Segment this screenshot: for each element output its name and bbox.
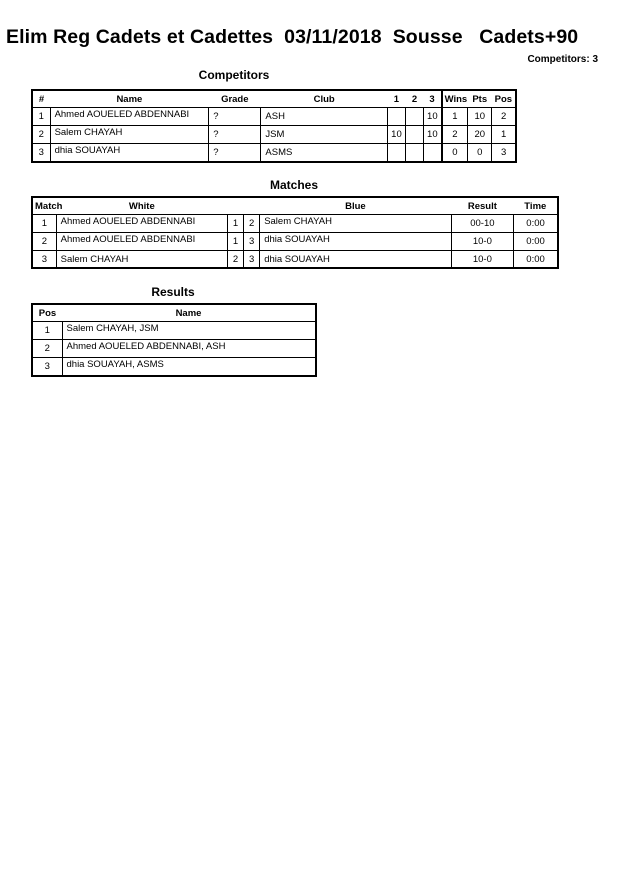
col-round-1: 1 <box>393 93 400 105</box>
competitor-round-3 <box>424 144 442 163</box>
match-white-num: 2 <box>227 251 243 269</box>
competitors-table <box>31 89 517 163</box>
col-num: # <box>38 93 45 105</box>
table-row <box>32 322 316 340</box>
results-section-title: Results <box>151 285 195 299</box>
col-white: White <box>128 200 155 212</box>
match-result: 10-0 <box>451 251 513 269</box>
result-name: Ahmed AOUELED ABDENNABI, ASH <box>62 340 316 358</box>
competitor-wins: 2 <box>442 126 468 144</box>
match-white-num: 1 <box>227 233 243 251</box>
match-white-name: Salem CHAYAH <box>56 251 227 269</box>
col-round-3: 3 <box>429 93 435 105</box>
competitor-round-2 <box>405 144 423 163</box>
match-result: 10-0 <box>451 233 513 251</box>
table-row <box>32 215 558 233</box>
competitors-section-title: Competitors <box>198 68 270 82</box>
col-round-2: 2 <box>411 93 418 105</box>
match-blue-name: Salem CHAYAH <box>260 215 451 233</box>
result-name: Salem CHAYAH, JSM <box>62 322 316 340</box>
competitor-round-3: 10 <box>424 126 442 144</box>
competitor-pts: 0 <box>468 144 492 163</box>
col-pos: Pos <box>494 93 513 105</box>
competitor-wins: 0 <box>442 144 468 163</box>
result-pos: 1 <box>32 322 62 340</box>
col-match: Match <box>35 200 63 212</box>
matches-section-title: Matches <box>269 178 319 192</box>
competitor-round-1 <box>387 144 405 163</box>
table-row <box>32 358 316 377</box>
match-white-name: Ahmed AOUELED ABDENNABI <box>56 233 227 251</box>
competitor-wins: 1 <box>442 108 468 126</box>
results-header-row <box>32 304 316 322</box>
col-result: Result <box>467 200 497 212</box>
table-row <box>32 108 516 126</box>
competitor-club: ASMS <box>261 144 388 163</box>
match-result: 00-10 <box>451 215 513 233</box>
competitor-round-3: 10 <box>424 108 442 126</box>
table-row <box>32 340 316 358</box>
competitor-pts: 10 <box>468 108 492 126</box>
table-row <box>32 126 516 144</box>
table-row <box>32 233 558 251</box>
competitor-round-1: 10 <box>387 126 405 144</box>
competitor-club: ASH <box>261 108 388 126</box>
competitor-name: dhia SOUAYAH <box>50 144 209 163</box>
match-time: 0:00 <box>514 251 558 269</box>
competitor-grade: ? <box>209 108 261 126</box>
col-name: Name <box>116 93 143 105</box>
competitor-name: Ahmed AOUELED ABDENNABI <box>50 108 209 126</box>
col-grade: Grade <box>221 93 249 105</box>
match-time: 0:00 <box>514 233 558 251</box>
col-club: Club <box>313 93 335 105</box>
matches-header-row <box>32 197 558 215</box>
match-num: 2 <box>32 233 56 251</box>
competitor-club: JSM <box>261 126 388 144</box>
competitor-num: 3 <box>32 144 50 163</box>
match-blue-name: dhia SOUAYAH <box>260 251 451 269</box>
match-num: 3 <box>32 251 56 269</box>
col-wins: Wins <box>442 90 468 108</box>
competitor-round-2 <box>405 126 423 144</box>
page-title: Elim Reg Cadets et Cadettes 03/11/2018 Sousse Cadets+90 <box>6 26 579 48</box>
col-pts: Pts <box>472 93 488 105</box>
match-blue-num: 3 <box>244 233 260 251</box>
table-row <box>32 251 558 269</box>
competitor-grade: ? <box>209 144 261 163</box>
col-result-pos: Pos <box>38 307 57 319</box>
match-num: 1 <box>32 215 56 233</box>
col-time: Time <box>524 200 547 212</box>
result-name: dhia SOUAYAH, ASMS <box>62 358 316 377</box>
competitor-num: 2 <box>32 126 50 144</box>
match-blue-num: 3 <box>244 251 260 269</box>
competitor-pos: 2 <box>492 108 516 126</box>
competitors-count: Competitors: 3 <box>527 54 598 65</box>
competitors-header-row <box>32 90 516 108</box>
result-pos: 3 <box>32 358 62 377</box>
competitor-round-1 <box>387 108 405 126</box>
col-result-name: Name <box>175 307 202 319</box>
table-row <box>32 144 516 163</box>
competitor-pos: 3 <box>492 144 516 163</box>
results-table <box>31 303 317 377</box>
competitor-round-2 <box>405 108 423 126</box>
competitor-pts: 20 <box>468 126 492 144</box>
match-blue-num: 2 <box>244 215 260 233</box>
match-blue-name: dhia SOUAYAH <box>260 233 451 251</box>
competitor-pos: 1 <box>492 126 516 144</box>
match-time: 0:00 <box>514 215 558 233</box>
competitor-grade: ? <box>209 126 261 144</box>
col-blue: Blue <box>345 200 366 212</box>
match-white-num: 1 <box>227 215 243 233</box>
result-pos: 2 <box>32 340 62 358</box>
match-white-name: Ahmed AOUELED ABDENNABI <box>56 215 227 233</box>
competitor-num: 1 <box>32 108 50 126</box>
competitor-name: Salem CHAYAH <box>50 126 209 144</box>
matches-table <box>31 196 559 269</box>
